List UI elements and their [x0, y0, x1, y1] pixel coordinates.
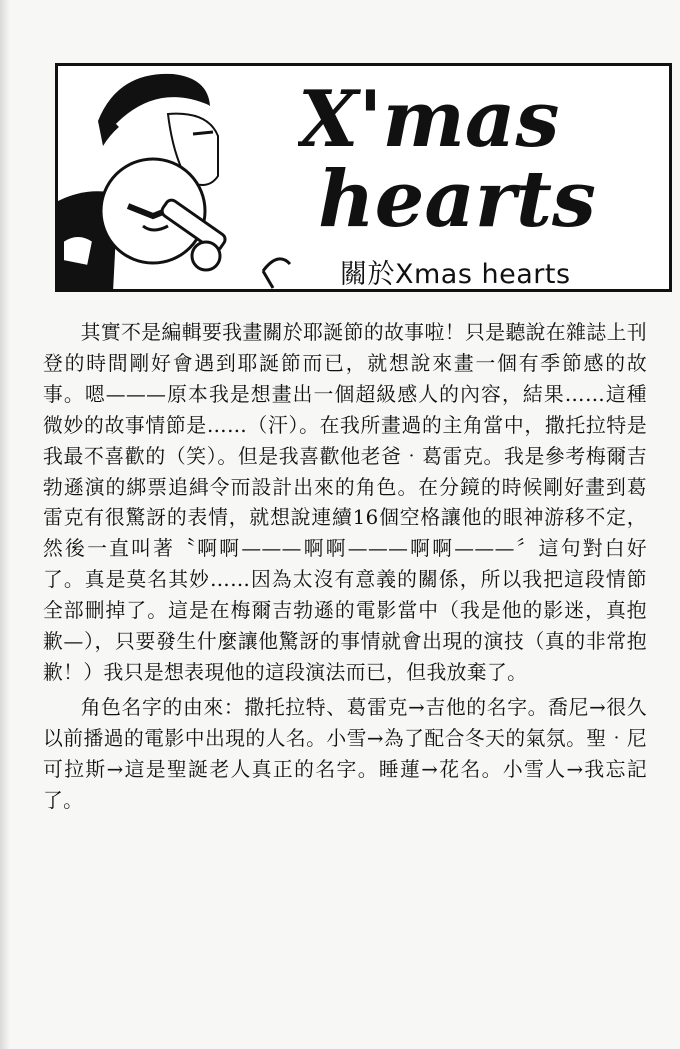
character-illustration [58, 66, 298, 292]
svg-text:hearts: hearts [318, 154, 596, 245]
page-edge [0, 0, 10, 1049]
header-panel [55, 63, 672, 292]
body-text [43, 318, 647, 817]
xmas-hearts-logo [298, 76, 618, 246]
paragraph: 角色名字的由來：撒托拉特、葛雷克→吉他的名字。喬尼→很久以前播過的電影中出現的人名。小雪→為了配合冬天的氣氛。聖‧尼可拉斯→這是聖誕老人真正的名字。睡蓮→花名。小雪人→我忘記了。 [43, 695, 647, 812]
paragraph: 其實不是編輯要我畫關於耶誕節的故事啦！只是聽說在雜誌上刊登的時間剛好會遇到耶誕節而已，就想說來畫一個有季節感的故事。嗯———原本我是想畫出一個超級感人的內容，結果……這種微妙的故事情節是……（汗）。在我所畫過的主角當中，撒托拉特是我最不喜歡的（笑）。但是我喜歡他老爸‧葛雷克。我是參考梅爾吉勃遜演的綁票追緝令而設計出來的角色。在分鏡的時候剛好畫到葛雷克有很驚訝的表情，就想說連續16個空格讓他的眼神游移不定，然後一直叫著〝啊啊———啊啊———啊啊———〞這句對白好了。真是莫名其妙……因為太沒有意義的關係，所以我把這段情節全部刪掉了。這是在梅爾吉勃遜的電影當中（我是他的影迷，真抱歉—），只要發生什麼讓他驚訝的事情就會出現的演技（真的非常抱歉！）我只是想表現他的這段演法而已，但我放棄了。 [43, 321, 647, 684]
header-subtitle: 關於Xmas hearts [340, 259, 571, 290]
svg-text:X'mas: X'mas [298, 76, 560, 165]
